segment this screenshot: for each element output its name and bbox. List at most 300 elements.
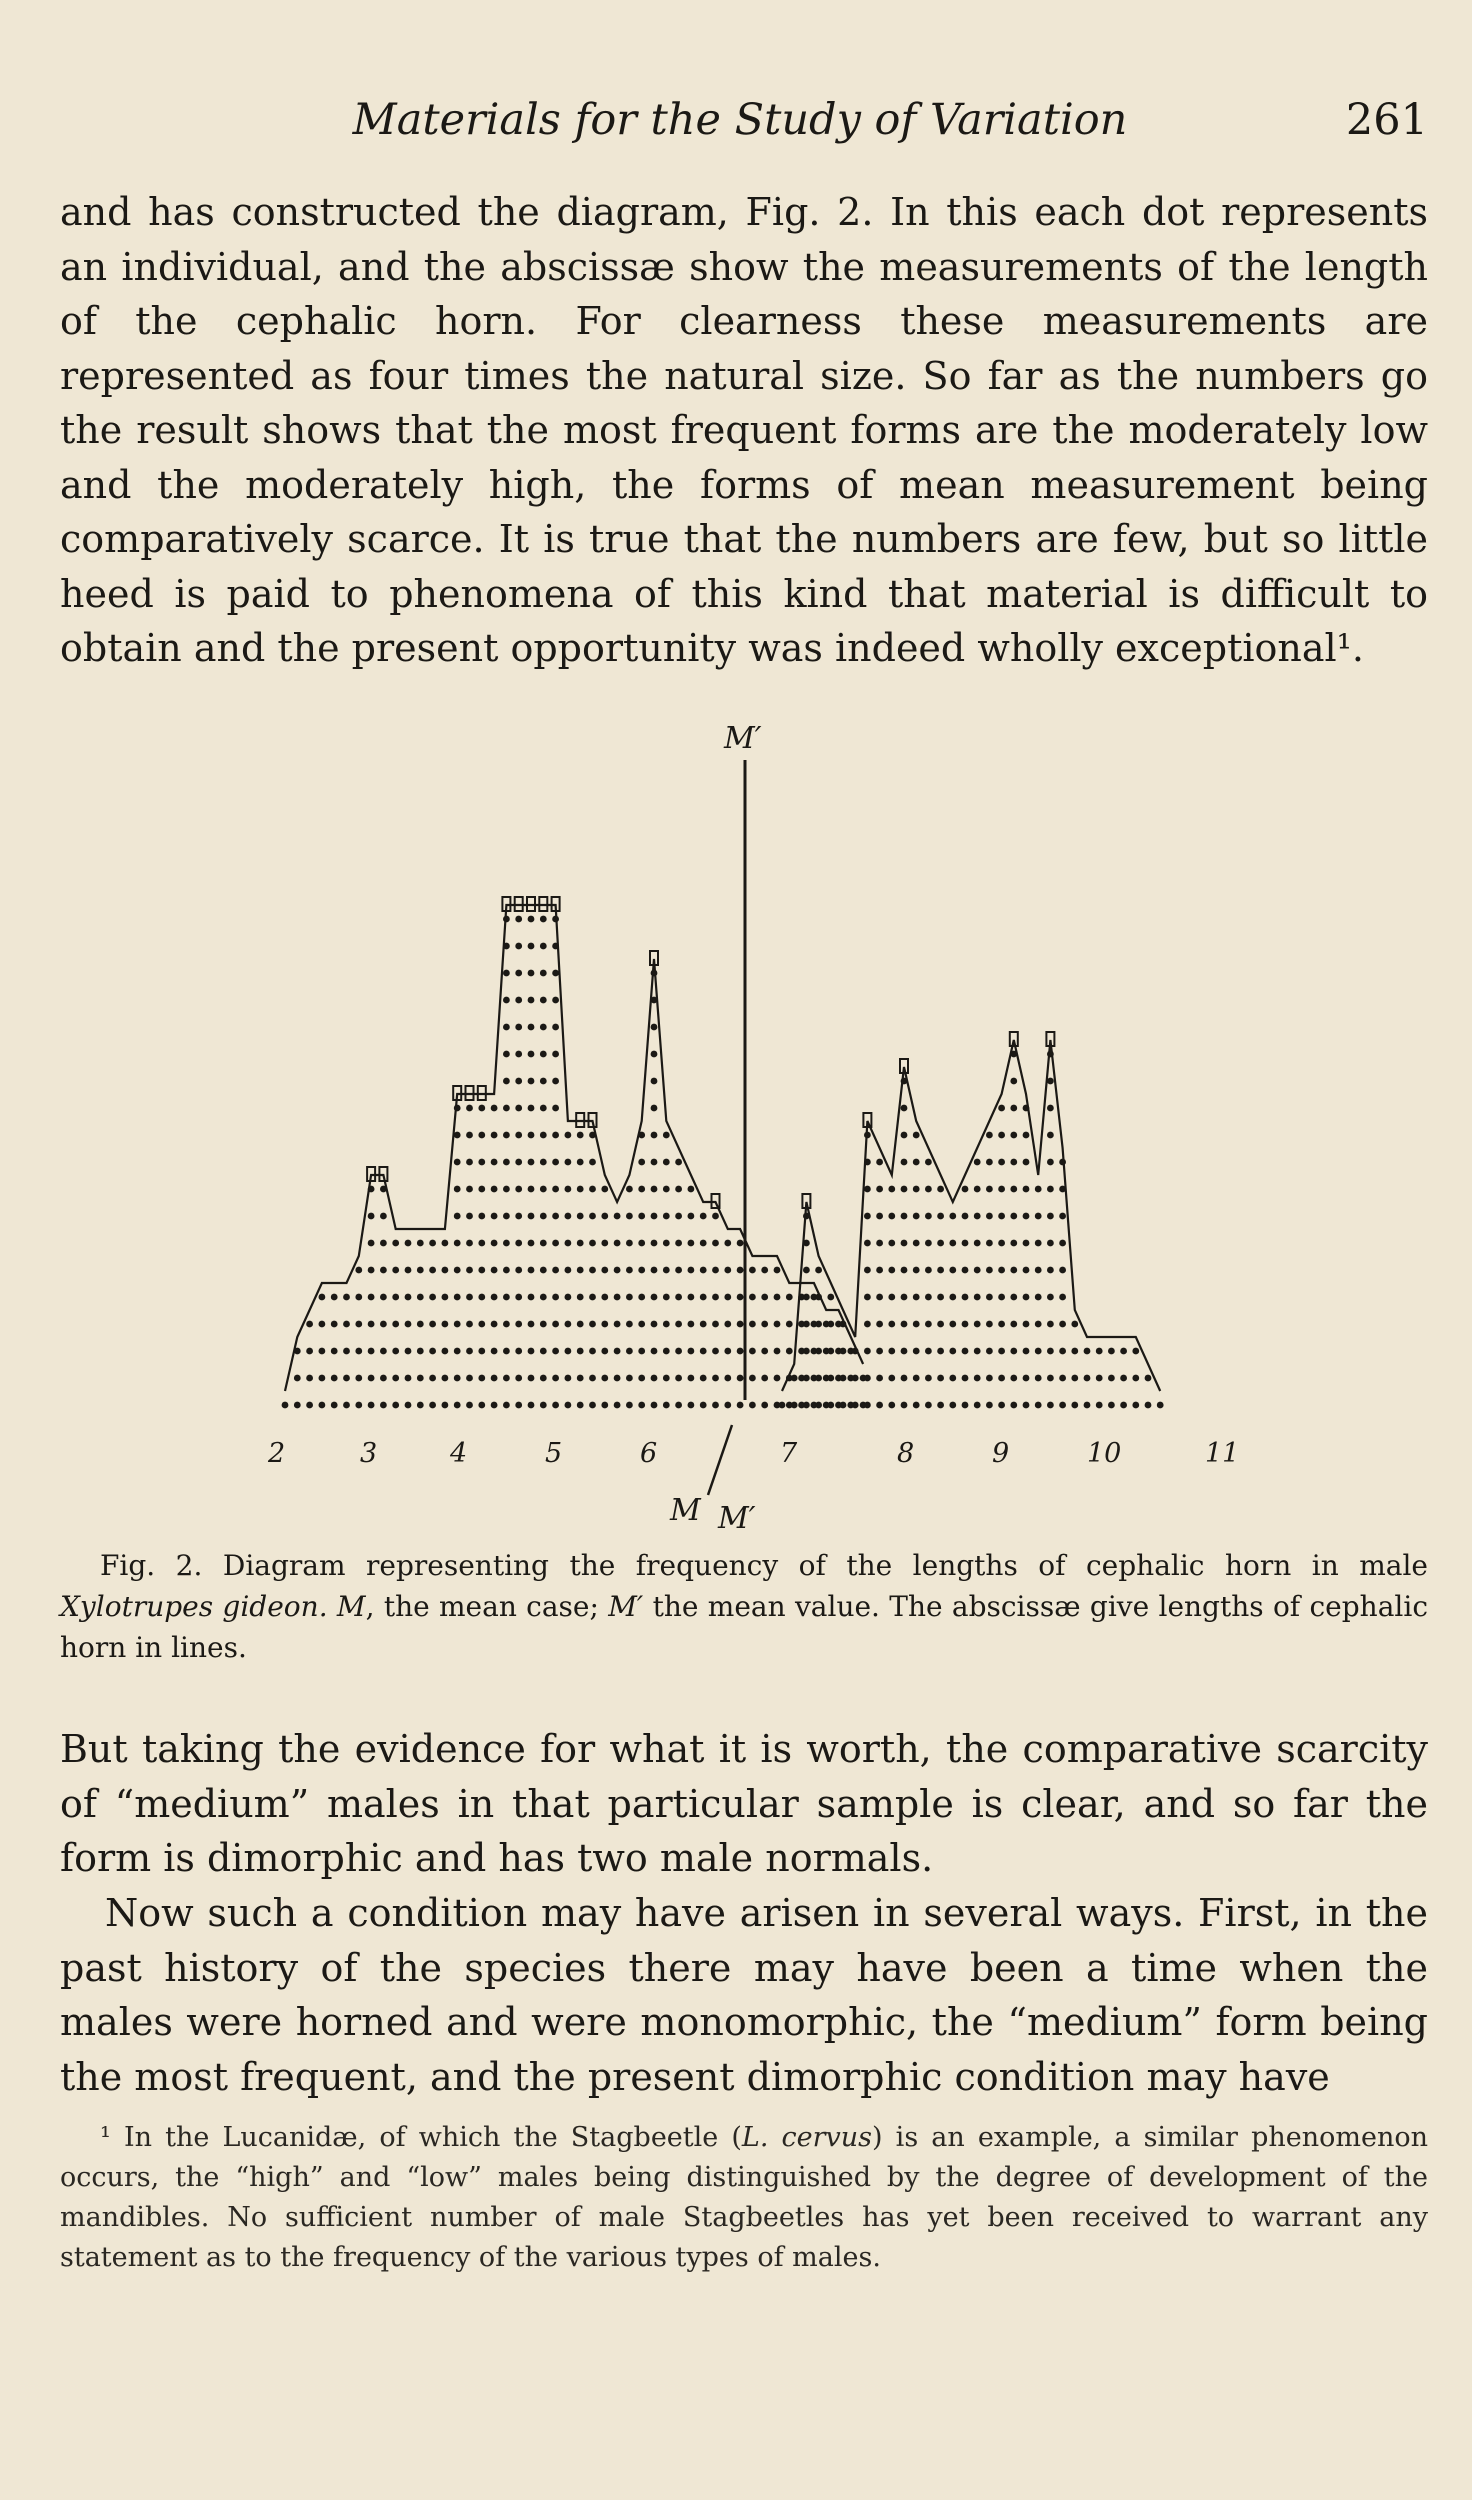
data-dot-right-12-2: [925, 1348, 932, 1355]
data-dot-left-22-10: [552, 1132, 559, 1139]
data-dot-left-29-9: [638, 1159, 645, 1166]
data-dot-right-8-4: [876, 1294, 883, 1301]
data-dot-right-7-6: [864, 1240, 871, 1247]
data-dot-left-26-6: [601, 1240, 608, 1247]
data-dot-left-15-0: [466, 1402, 473, 1409]
data-dot-left-15-7: [466, 1213, 473, 1220]
data-dot-left-24-1: [577, 1375, 584, 1382]
data-dot-left-36-6: [724, 1240, 731, 1247]
data-dot-right-9-7: [888, 1213, 895, 1220]
data-dot-left-20-3: [528, 1321, 535, 1328]
data-dot-left-8-1: [380, 1375, 387, 1382]
data-dot-right-10-11: [901, 1105, 908, 1112]
data-dot-left-11-0: [417, 1402, 424, 1409]
data-dot-left-24-4: [577, 1294, 584, 1301]
data-dot-right-8-0: [876, 1402, 883, 1409]
figure-caption: [60, 1545, 1428, 1668]
data-dot-left-37-3: [737, 1321, 744, 1328]
data-dot-right-17-7: [986, 1213, 993, 1220]
data-dot-left-14-0: [454, 1402, 461, 1409]
data-dot-left-21-18: [540, 916, 547, 923]
data-dot-left-37-6: [737, 1240, 744, 1247]
data-dot-left-31-6: [663, 1240, 670, 1247]
data-dot-left-37-5: [737, 1267, 744, 1274]
data-dot-right-2-2: [803, 1348, 810, 1355]
data-dot-right-19-7: [1010, 1213, 1017, 1220]
data-dot-left-6-2: [355, 1348, 362, 1355]
data-dot-right-8-1: [876, 1375, 883, 1382]
data-dot-left-22-1: [552, 1375, 559, 1382]
data-dot-left-4-1: [331, 1375, 338, 1382]
label-m: M: [670, 1493, 701, 1528]
data-dot-right-8-3: [876, 1321, 883, 1328]
data-dot-left-29-8: [638, 1186, 645, 1193]
data-dot-right-23-3: [1059, 1321, 1066, 1328]
caption-mid1: [328, 1590, 337, 1623]
data-dot-left-19-3: [515, 1321, 522, 1328]
data-dot-left-18-0: [503, 1402, 510, 1409]
data-dot-left-37-4: [737, 1294, 744, 1301]
data-dot-left-14-6: [454, 1240, 461, 1247]
data-dot-left-22-13: [552, 1051, 559, 1058]
data-dot-left-24-2: [577, 1348, 584, 1355]
data-dot-left-35-4: [712, 1294, 719, 1301]
data-dot-left-35-6: [712, 1240, 719, 1247]
data-dot-left-12-5: [429, 1267, 436, 1274]
data-dot-right-22-11: [1047, 1105, 1054, 1112]
data-dot-left-28-8: [626, 1186, 633, 1193]
mean-value-marker: [708, 1425, 732, 1495]
data-dot-right-12-8: [925, 1186, 932, 1193]
data-dot-right-21-8: [1035, 1186, 1042, 1193]
data-dot-right-18-7: [998, 1213, 1005, 1220]
data-dot-left-14-3: [454, 1321, 461, 1328]
data-dot-right-16-4: [974, 1294, 981, 1301]
data-dot-left-34-3: [700, 1321, 707, 1328]
data-dot-right-23-4: [1059, 1294, 1066, 1301]
data-dot-left-12-1: [429, 1375, 436, 1382]
data-dot-left-36-0: [724, 1402, 731, 1409]
data-dot-right-21-6: [1035, 1240, 1042, 1247]
data-dot-left-8-7: [380, 1213, 387, 1220]
data-dot-right-18-10: [998, 1132, 1005, 1139]
data-dot-left-24-7: [577, 1213, 584, 1220]
data-dot-right-22-4: [1047, 1294, 1054, 1301]
data-dot-left-13-4: [442, 1294, 449, 1301]
footnote-prefix: In the Lucanidæ, of which the Stagbeetle (: [110, 2122, 742, 2153]
data-dot-right-13-3: [937, 1321, 944, 1328]
data-dot-left-21-1: [540, 1375, 547, 1382]
data-dot-left-25-1: [589, 1375, 596, 1382]
frequency-outline-left: [285, 905, 863, 1391]
data-dot-right-11-7: [913, 1213, 920, 1220]
data-dot-right-22-10: [1047, 1132, 1054, 1139]
data-dot-left-20-13: [528, 1051, 535, 1058]
data-dot-left-17-4: [491, 1294, 498, 1301]
data-dot-left-9-0: [392, 1402, 399, 1409]
data-dot-right-16-2: [974, 1348, 981, 1355]
data-dot-left-34-1: [700, 1375, 707, 1382]
data-dot-left-9-2: [392, 1348, 399, 1355]
data-dot-left-20-9: [528, 1159, 535, 1166]
data-dot-right-21-7: [1035, 1213, 1042, 1220]
data-dot-left-33-7: [688, 1213, 695, 1220]
data-dot-right-29-1: [1132, 1375, 1139, 1382]
data-dot-left-16-7: [478, 1213, 485, 1220]
data-dot-left-18-10: [503, 1132, 510, 1139]
data-dot-left-39-1: [761, 1375, 768, 1382]
data-dot-right-19-5: [1010, 1267, 1017, 1274]
data-dot-right-14-2: [949, 1348, 956, 1355]
data-dot-left-30-11: [651, 1105, 658, 1112]
data-dot-right-9-6: [888, 1240, 895, 1247]
label-m-prime: M′: [718, 1501, 756, 1530]
data-dot-left-1-1: [294, 1375, 301, 1382]
data-dot-left-25-7: [589, 1213, 596, 1220]
data-dot-left-40-2: [774, 1348, 781, 1355]
data-dot-left-23-2: [565, 1348, 572, 1355]
data-dot-left-10-6: [405, 1240, 412, 1247]
data-dot-left-23-5: [565, 1267, 572, 1274]
data-dot-left-21-8: [540, 1186, 547, 1193]
data-dot-left-19-7: [515, 1213, 522, 1220]
data-dot-right-11-10: [913, 1132, 920, 1139]
data-dot-left-31-1: [663, 1375, 670, 1382]
data-dot-right-24-1: [1071, 1375, 1078, 1382]
data-dot-right-20-10: [1023, 1132, 1030, 1139]
data-dot-left-18-4: [503, 1294, 510, 1301]
data-dot-right-15-1: [962, 1375, 969, 1382]
data-dot-left-15-6: [466, 1240, 473, 1247]
data-dot-left-5-2: [343, 1348, 350, 1355]
data-dot-left-27-2: [614, 1348, 621, 1355]
data-dot-left-16-2: [478, 1348, 485, 1355]
data-dot-right-17-5: [986, 1267, 993, 1274]
data-dot-right-30-1: [1145, 1375, 1152, 1382]
data-dot-right-17-3: [986, 1321, 993, 1328]
data-dot-right-17-8: [986, 1186, 993, 1193]
x-tick-label-2: 2: [268, 1438, 286, 1469]
data-dot-left-25-3: [589, 1321, 596, 1328]
data-dot-left-31-4: [663, 1294, 670, 1301]
data-dot-right-22-5: [1047, 1267, 1054, 1274]
data-dot-left-28-3: [626, 1321, 633, 1328]
data-dot-left-18-11: [503, 1105, 510, 1112]
x-tick-label-3: 3: [360, 1438, 378, 1469]
data-dot-left-30-4: [651, 1294, 658, 1301]
data-dot-left-6-3: [355, 1321, 362, 1328]
data-dot-left-8-6: [380, 1240, 387, 1247]
data-dot-left-31-0: [663, 1402, 670, 1409]
data-dot-left-25-6: [589, 1240, 596, 1247]
data-dot-left-18-14: [503, 1024, 510, 1031]
data-dot-left-20-16: [528, 970, 535, 977]
data-dot-left-11-2: [417, 1348, 424, 1355]
data-dot-right-28-2: [1120, 1348, 1127, 1355]
data-dot-left-20-11: [528, 1105, 535, 1112]
data-dot-left-20-0: [528, 1402, 535, 1409]
data-dot-left-20-8: [528, 1186, 535, 1193]
data-dot-left-4-0: [331, 1402, 338, 1409]
x-tick-label-9: 9: [992, 1438, 1010, 1469]
data-dot-right-22-1: [1047, 1375, 1054, 1382]
data-dot-left-20-12: [528, 1078, 535, 1085]
data-dot-right-20-6: [1023, 1240, 1030, 1247]
data-dot-left-21-9: [540, 1159, 547, 1166]
data-dot-left-13-2: [442, 1348, 449, 1355]
data-dot-right-17-2: [986, 1348, 993, 1355]
data-dot-left-34-7: [700, 1213, 707, 1220]
data-dot-left-5-4: [343, 1294, 350, 1301]
data-dot-right-18-6: [998, 1240, 1005, 1247]
data-dot-left-20-10: [528, 1132, 535, 1139]
data-dot-left-6-1: [355, 1375, 362, 1382]
data-dot-right-22-0: [1047, 1402, 1054, 1409]
data-dot-left-21-16: [540, 970, 547, 977]
data-dot-right-13-0: [937, 1402, 944, 1409]
data-dot-left-22-12: [552, 1078, 559, 1085]
data-dot-right-9-2: [888, 1348, 895, 1355]
data-dot-left-30-10: [651, 1132, 658, 1139]
data-dot-right-11-9: [913, 1159, 920, 1166]
data-dot-left-16-11: [478, 1105, 485, 1112]
data-dot-left-25-5: [589, 1267, 596, 1274]
data-dot-left-31-5: [663, 1267, 670, 1274]
data-dot-left-20-18: [528, 916, 535, 923]
data-dot-right-26-2: [1096, 1348, 1103, 1355]
caption-prefix: Fig. 2. Diagram representing the frequency of the lengths of cephalic horn in male: [100, 1549, 1428, 1582]
data-dot-left-10-2: [405, 1348, 412, 1355]
data-dot-left-19-8: [515, 1186, 522, 1193]
data-dot-left-35-2: [712, 1348, 719, 1355]
data-dot-left-18-7: [503, 1213, 510, 1220]
data-dot-left-23-10: [565, 1132, 572, 1139]
data-dot-right-19-4: [1010, 1294, 1017, 1301]
data-dot-right-18-11: [998, 1105, 1005, 1112]
data-dot-right-22-3: [1047, 1321, 1054, 1328]
data-dot-left-3-0: [319, 1402, 326, 1409]
data-dot-left-17-3: [491, 1321, 498, 1328]
data-dot-right-20-5: [1023, 1267, 1030, 1274]
data-dot-right-20-7: [1023, 1213, 1030, 1220]
data-dot-left-33-4: [688, 1294, 695, 1301]
data-dot-right-18-0: [998, 1402, 1005, 1409]
data-dot-right-27-1: [1108, 1375, 1115, 1382]
data-dot-right-20-1: [1023, 1375, 1030, 1382]
data-dot-left-38-5: [749, 1267, 756, 1274]
data-dot-left-40-4: [774, 1294, 781, 1301]
data-dot-right-15-7: [962, 1213, 969, 1220]
data-dot-left-9-3: [392, 1321, 399, 1328]
frequency-diagram: [240, 700, 1260, 1530]
data-dot-left-15-1: [466, 1375, 473, 1382]
data-dot-right-14-3: [949, 1321, 956, 1328]
data-dot-right-1-0: [791, 1402, 798, 1409]
data-dot-left-29-3: [638, 1321, 645, 1328]
data-dot-right-4-2: [827, 1348, 834, 1355]
data-dot-left-10-1: [405, 1375, 412, 1382]
data-dot-left-24-8: [577, 1186, 584, 1193]
data-dot-left-19-18: [515, 916, 522, 923]
data-dot-left-24-9: [577, 1159, 584, 1166]
data-dot-left-6-4: [355, 1294, 362, 1301]
x-tick-label-5: 5: [545, 1438, 563, 1469]
data-dot-right-16-6: [974, 1240, 981, 1247]
data-dot-right-2-3: [803, 1321, 810, 1328]
data-dot-right-7-4: [864, 1294, 871, 1301]
data-dot-left-40-1: [774, 1375, 781, 1382]
data-dot-right-30-0: [1145, 1402, 1152, 1409]
data-dot-left-26-1: [601, 1375, 608, 1382]
data-dot-left-13-1: [442, 1375, 449, 1382]
data-dot-right-10-6: [901, 1240, 908, 1247]
caption-suffix: the mean value. The abscissæ give lengths of cephalic horn in lines.: [60, 1590, 1428, 1664]
data-dot-left-18-5: [503, 1267, 510, 1274]
data-dot-right-19-8: [1010, 1186, 1017, 1193]
data-dot-left-17-9: [491, 1159, 498, 1166]
data-dot-left-24-0: [577, 1402, 584, 1409]
data-dot-left-29-2: [638, 1348, 645, 1355]
data-dot-left-8-4: [380, 1294, 387, 1301]
data-dot-right-4-1: [827, 1375, 834, 1382]
data-dot-left-21-6: [540, 1240, 547, 1247]
data-dot-right-3-1: [815, 1375, 822, 1382]
data-dot-right-19-2: [1010, 1348, 1017, 1355]
data-dot-left-19-14: [515, 1024, 522, 1031]
data-dot-left-30-1: [651, 1375, 658, 1382]
data-dot-left-6-0: [355, 1402, 362, 1409]
data-dot-left-11-6: [417, 1240, 424, 1247]
data-dot-right-18-9: [998, 1159, 1005, 1166]
data-dot-right-3-3: [815, 1321, 822, 1328]
data-dot-left-23-8: [565, 1186, 572, 1193]
data-dot-left-11-5: [417, 1267, 424, 1274]
data-dot-left-35-3: [712, 1321, 719, 1328]
data-dot-left-26-2: [601, 1348, 608, 1355]
data-dot-right-25-1: [1084, 1375, 1091, 1382]
data-dot-right-13-8: [937, 1186, 944, 1193]
data-dot-right-24-3: [1071, 1321, 1078, 1328]
data-dot-left-36-4: [724, 1294, 731, 1301]
data-dot-left-30-2: [651, 1348, 658, 1355]
data-dot-left-18-1: [503, 1375, 510, 1382]
data-dot-right-10-9: [901, 1159, 908, 1166]
footnote-marker: ¹: [100, 2122, 111, 2153]
data-dot-left-1-0: [294, 1402, 301, 1409]
data-dot-left-20-6: [528, 1240, 535, 1247]
data-dot-right-2-5: [803, 1267, 810, 1274]
data-dot-right-11-5: [913, 1267, 920, 1274]
data-dot-right-14-6: [949, 1240, 956, 1247]
data-dot-right-8-8: [876, 1186, 883, 1193]
dot-field: [282, 916, 1164, 1409]
data-dot-right-5-0: [840, 1402, 847, 1409]
data-dot-left-23-1: [565, 1375, 572, 1382]
data-dot-left-30-14: [651, 1024, 658, 1031]
data-dot-right-16-8: [974, 1186, 981, 1193]
data-dot-left-18-9: [503, 1159, 510, 1166]
data-dot-left-20-7: [528, 1213, 535, 1220]
data-dot-left-32-2: [675, 1348, 682, 1355]
data-dot-right-9-3: [888, 1321, 895, 1328]
data-dot-left-21-17: [540, 943, 547, 950]
data-dot-right-21-2: [1035, 1348, 1042, 1355]
x-tick-label-7: 7: [780, 1438, 798, 1469]
data-dot-left-21-2: [540, 1348, 547, 1355]
data-dot-left-18-6: [503, 1240, 510, 1247]
data-dot-left-27-0: [614, 1402, 621, 1409]
data-dot-left-29-6: [638, 1240, 645, 1247]
data-dot-right-22-8: [1047, 1186, 1054, 1193]
data-dot-right-21-1: [1035, 1375, 1042, 1382]
data-dot-left-38-3: [749, 1321, 756, 1328]
data-dot-right-3-0: [815, 1402, 822, 1409]
data-dot-left-35-5: [712, 1267, 719, 1274]
data-dot-right-16-1: [974, 1375, 981, 1382]
data-dot-right-28-0: [1120, 1402, 1127, 1409]
data-dot-right-15-6: [962, 1240, 969, 1247]
data-dot-left-40-5: [774, 1267, 781, 1274]
data-dot-left-9-5: [392, 1267, 399, 1274]
data-dot-left-4-2: [331, 1348, 338, 1355]
data-dot-left-19-17: [515, 943, 522, 950]
data-dot-right-10-0: [901, 1402, 908, 1409]
data-dot-right-10-7: [901, 1213, 908, 1220]
data-dot-left-21-13: [540, 1051, 547, 1058]
data-dot-left-32-6: [675, 1240, 682, 1247]
footnote: [60, 2118, 1428, 2278]
data-dot-left-31-8: [663, 1186, 670, 1193]
data-dot-right-14-5: [949, 1267, 956, 1274]
data-dot-left-27-6: [614, 1240, 621, 1247]
data-dot-left-18-12: [503, 1078, 510, 1085]
data-dot-left-14-2: [454, 1348, 461, 1355]
data-dot-left-21-14: [540, 1024, 547, 1031]
data-dot-right-15-2: [962, 1348, 969, 1355]
data-dot-right-10-2: [901, 1348, 908, 1355]
data-dot-right-22-9: [1047, 1159, 1054, 1166]
data-dot-left-19-9: [515, 1159, 522, 1166]
data-dot-left-15-10: [466, 1132, 473, 1139]
data-dot-left-34-0: [700, 1402, 707, 1409]
data-dot-right-3-2: [815, 1348, 822, 1355]
data-dot-left-33-2: [688, 1348, 695, 1355]
data-dot-left-19-6: [515, 1240, 522, 1247]
frequency-outline-right: [782, 1040, 1160, 1391]
data-dot-left-37-2: [737, 1348, 744, 1355]
data-dot-left-38-0: [749, 1402, 756, 1409]
data-dot-right-7-2: [864, 1348, 871, 1355]
data-dot-left-14-10: [454, 1132, 461, 1139]
data-dot-left-25-4: [589, 1294, 596, 1301]
data-dot-left-18-16: [503, 970, 510, 977]
data-dot-right-10-8: [901, 1186, 908, 1193]
data-dot-left-24-6: [577, 1240, 584, 1247]
data-dot-left-32-4: [675, 1294, 682, 1301]
data-dot-left-22-16: [552, 970, 559, 977]
data-dot-left-22-9: [552, 1159, 559, 1166]
data-dot-left-22-7: [552, 1213, 559, 1220]
data-dot-right-13-2: [937, 1348, 944, 1355]
data-dot-right-22-12: [1047, 1078, 1054, 1085]
data-dot-left-30-9: [651, 1159, 658, 1166]
data-dot-right-26-0: [1096, 1402, 1103, 1409]
paragraph-3: Now such a condition may have arisen in several ways. First, in the past history of the species there may have been a time when the males were horned and were monomorphic, the “medium” form being the most frequent, and the present dimorphic condition may have: [60, 1891, 1428, 2099]
data-dot-left-17-5: [491, 1267, 498, 1274]
caption-species: Xylotrupes gideon.: [60, 1590, 328, 1623]
data-dot-right-12-1: [925, 1375, 932, 1382]
data-dot-right-31-0: [1157, 1402, 1164, 1409]
